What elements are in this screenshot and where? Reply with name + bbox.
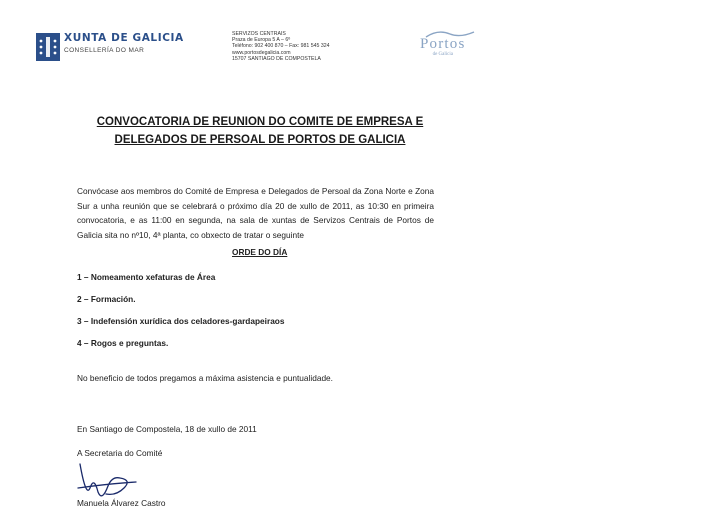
portos-logo-name: Portos bbox=[420, 36, 466, 52]
document-title bbox=[60, 113, 460, 149]
xunta-coat-of-arms-icon bbox=[36, 33, 60, 61]
agenda-item: 3 – Indefensión xurídica dos celadores-gardapeiraos bbox=[77, 316, 285, 326]
signer-name: Manuela Álvarez Castro bbox=[77, 498, 166, 508]
title-line: CONVOCATORIA DE REUNION DO COMITE DE EMPRESA E bbox=[96, 116, 424, 128]
agenda-item: 1 – Nomeamento xefaturas de Área bbox=[77, 272, 216, 282]
xunta-name: XUNTA DE GALICIA bbox=[64, 32, 184, 44]
intro-paragraph: Convócase aos membros do Comité de Empresa e Delegados de Persoal da Zona Norte e Zona Sur a unha reunión que se celebrará o próximo día 20 de xullo de 2011, as 10:30 en primeira convocatoria, e as 11:00 en segunda, na sala de xuntas de Servizos Centrais de Portos de Galicia sita no nº10, 4ª planta, co obxecto de tratar o seguinte bbox=[77, 186, 434, 240]
place-date: En Santiago de Compostela, 18 de xullo de 2011 bbox=[77, 424, 257, 434]
portos-logo bbox=[420, 36, 466, 57]
portos-logo-sub: de Galicia bbox=[432, 52, 453, 57]
agenda-item: 4 – Rogos e preguntas. bbox=[77, 338, 169, 348]
address-block bbox=[232, 31, 330, 62]
address-line: www.portosdegalicia.com bbox=[232, 49, 291, 56]
title-line: DELEGADOS DE PERSOAL DE PORTOS DE GALICIA bbox=[114, 134, 406, 146]
address-line: 15707 SANTIAGO DE COMPOSTELA bbox=[232, 55, 321, 62]
agenda-list bbox=[77, 270, 285, 358]
address-line: Teléfono: 902 400 870 – Fax: 981 545 324 bbox=[232, 43, 330, 50]
closing-text: No beneficio de todos pregamos a máxima asistencia e puntualidade. bbox=[77, 373, 333, 383]
conselleria-name: CONSELLERÍA DO MAR bbox=[64, 47, 145, 54]
address-line: SERVIZOS CENTRAIS bbox=[232, 31, 286, 37]
agenda-item: 2 – Formación. bbox=[77, 294, 136, 304]
orde-heading: ORDE DO DÍA bbox=[232, 247, 288, 257]
secretary-label: A Secretaria do Comité bbox=[77, 448, 163, 458]
address-line: Praza de Europa 5 A – 6º bbox=[232, 37, 291, 44]
